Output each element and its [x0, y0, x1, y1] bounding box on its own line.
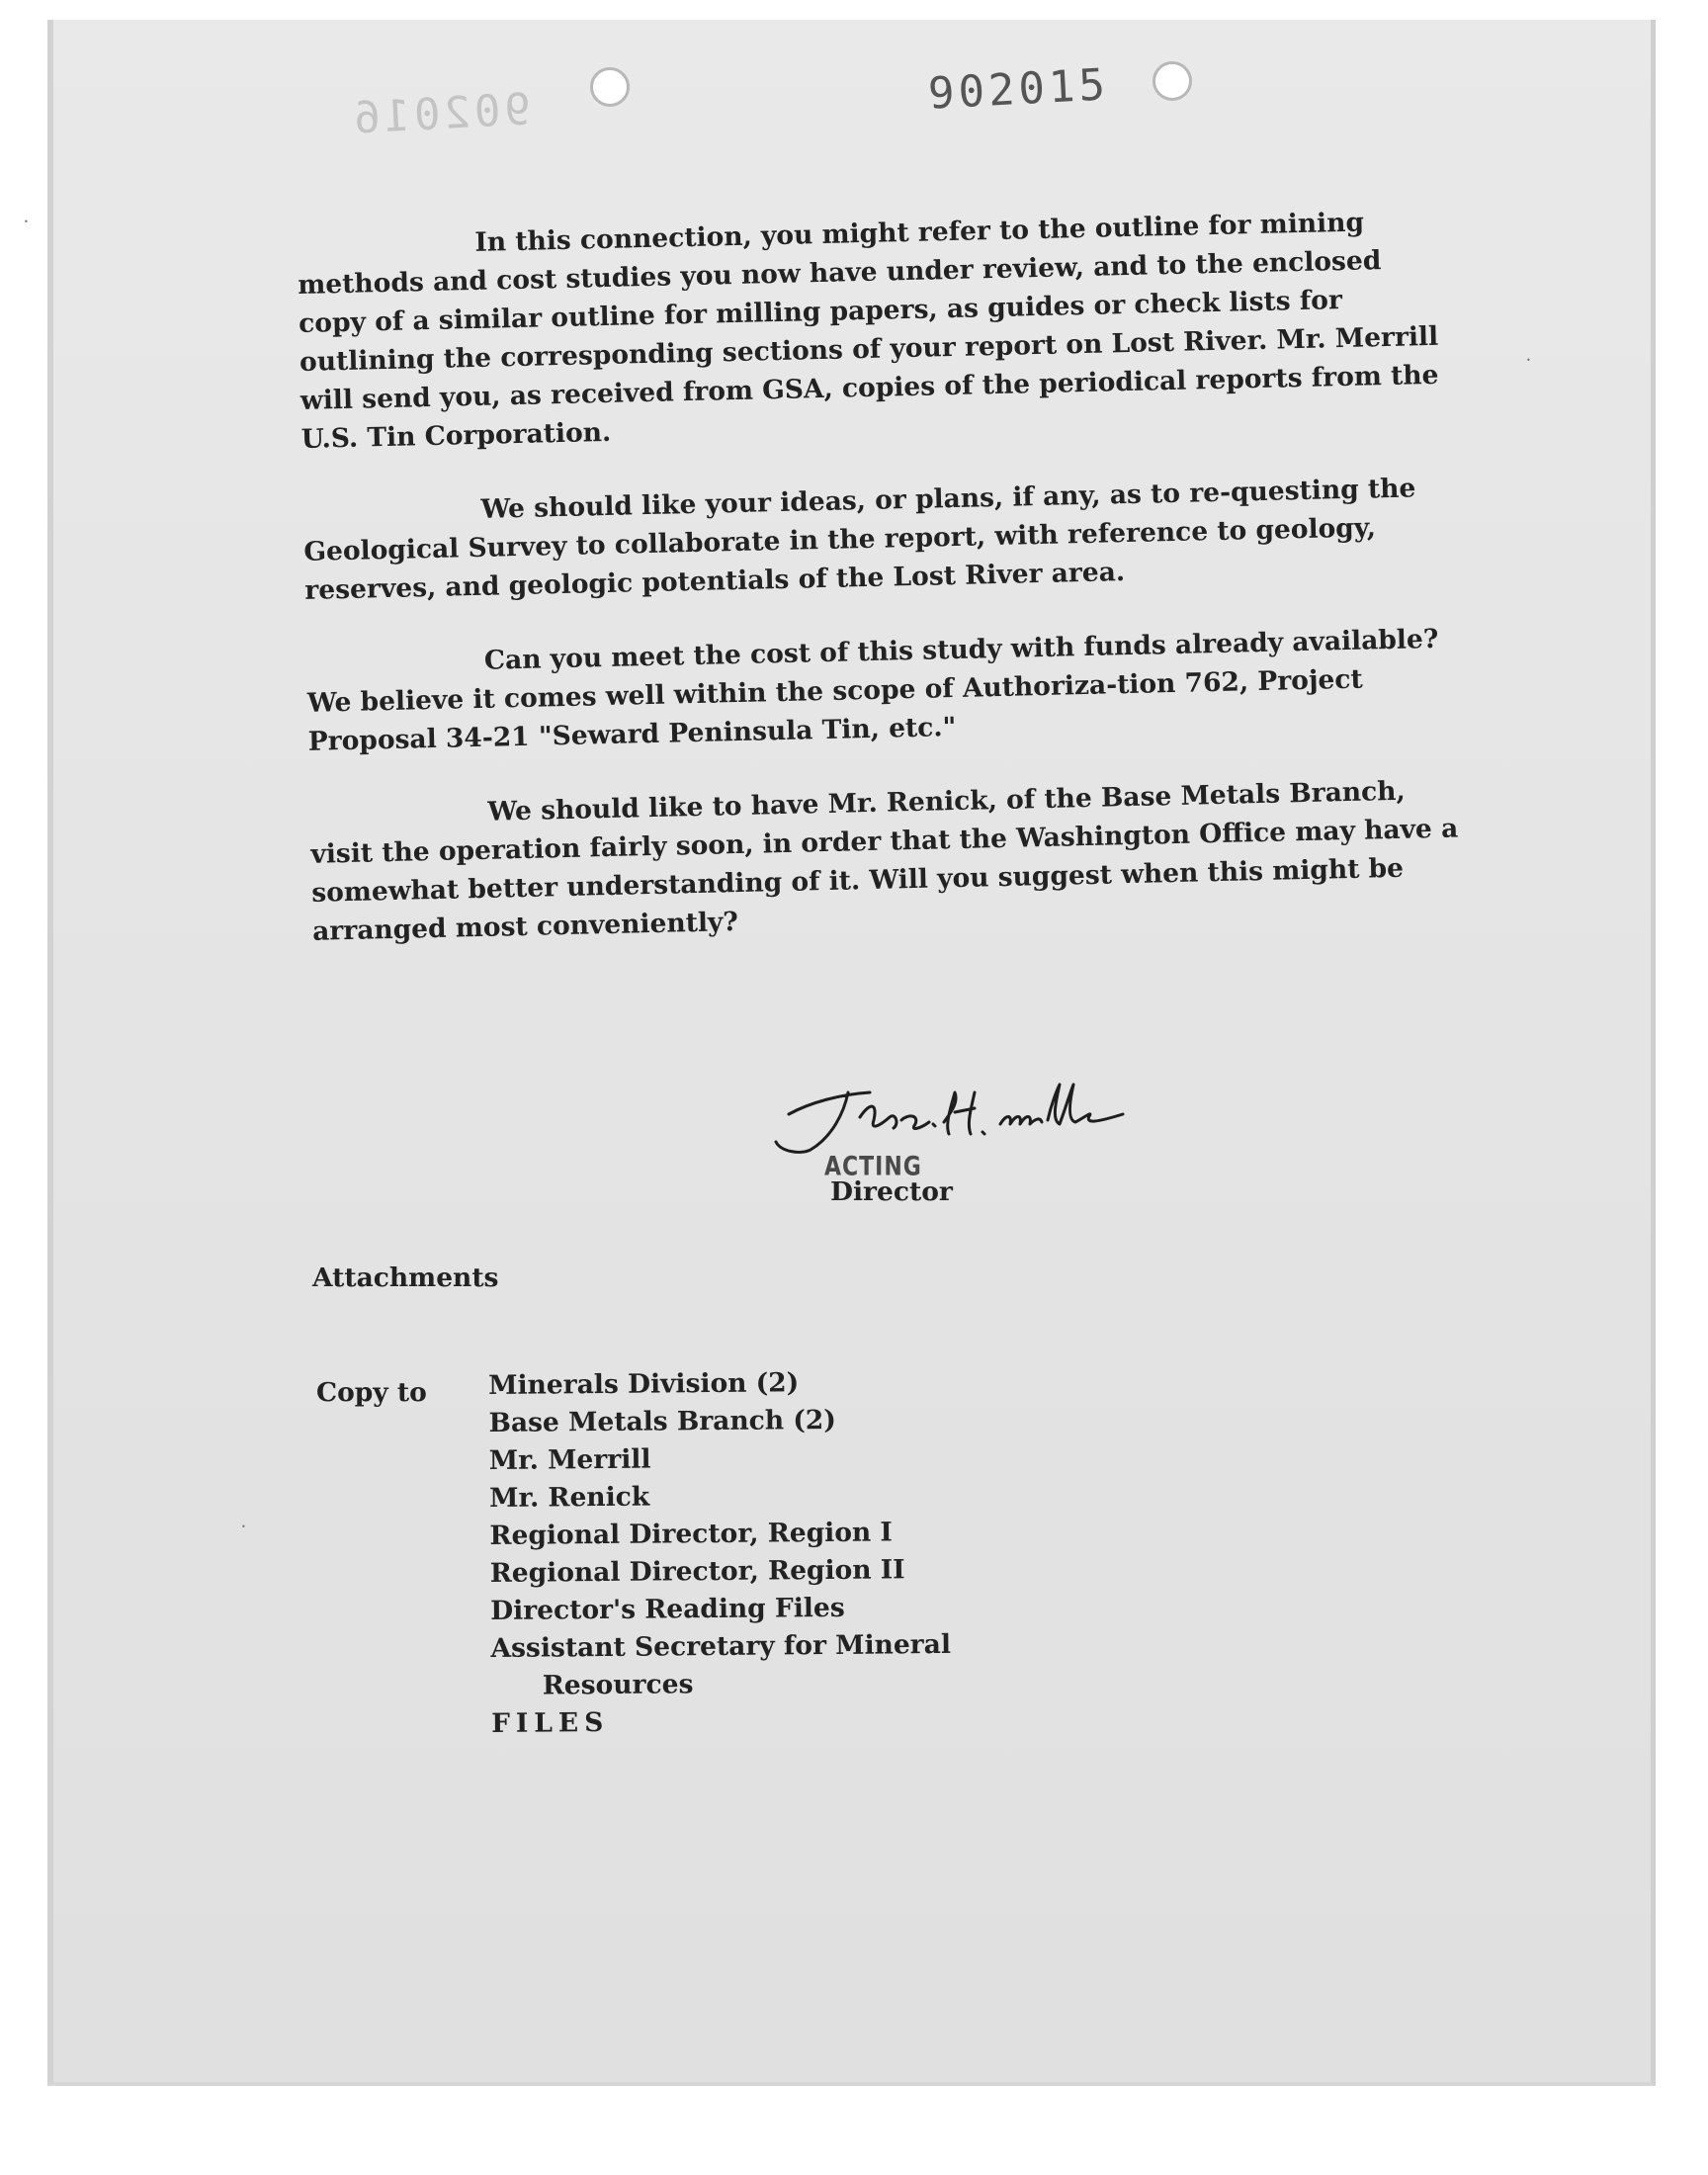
scuff-mark: • [241, 1522, 246, 1531]
punch-hole-left [590, 67, 630, 107]
acting-stamp: ACTING [824, 1152, 922, 1182]
scuff-mark: • [24, 218, 29, 226]
scuff-mark: • [1526, 356, 1531, 365]
copy-recipient: Director's Reading Files [490, 1592, 845, 1626]
copy-recipient: Mr. Merrill [488, 1443, 651, 1476]
handwritten-signature [771, 1063, 1186, 1162]
paragraph-geological-survey: We should like your ideas, or plans, if any, as to re-questing the Geological Survey to collaborate in the report, with reference to geology, reserves, and geologic potentials of the Lost River area. [303, 473, 1416, 606]
attachments-label: Attachments [312, 1262, 499, 1293]
copy-recipient: Minerals Division (2) [488, 1367, 800, 1401]
copy-recipient: Regional Director, Region I [489, 1517, 893, 1551]
letter-body [297, 202, 1465, 987]
copy-recipient: FILES [491, 1706, 610, 1739]
copy-recipient: Regional Director, Region II [489, 1554, 905, 1589]
copy-recipient: Base Metals Branch (2) [488, 1404, 836, 1438]
paragraph-site-visit: We should like to have Mr. Renick, of the Base Metals Branch, visit the operation fairly soon, in order that the Washington Office may have a somewhat better understanding of it. Will you suggest when this might be arranged most conveniently? [310, 775, 1459, 947]
paragraph-funding: Can you meet the cost of this study with funds already available? We believe it comes well within the scope of Authoriza-tion 762, Project Proposal 34-21 "Seward Peninsula Tin, etc." [306, 623, 1439, 757]
paragraph-outline-reference: In this connection, you might refer to the outline for mining methods and cost studies you now have under review, and to the enclosed copy of a similar outline for milling papers, as guides or check lists for outlining the corresponding sections of your report on Lost River. Mr. Merrill will send you, as received from GSA, copies of the periodical reports from the U.S. Tin Corporation. [297, 207, 1439, 455]
document-number-stamp: 902015 [926, 59, 1111, 120]
copy-recipient: Mr. Renick [489, 1481, 650, 1514]
ghost-document-number: 902016 [348, 84, 533, 144]
signatory-title: Director [830, 1176, 953, 1207]
copy-recipient-continuation: Resources [542, 1669, 694, 1701]
signature-block [771, 1063, 1186, 1221]
copy-to-label: Copy to [316, 1377, 427, 1408]
copy-to-list [488, 1363, 952, 1743]
copy-recipient: Assistant Secretary for Mineral [490, 1628, 952, 1664]
punch-hole-right [1153, 61, 1192, 101]
